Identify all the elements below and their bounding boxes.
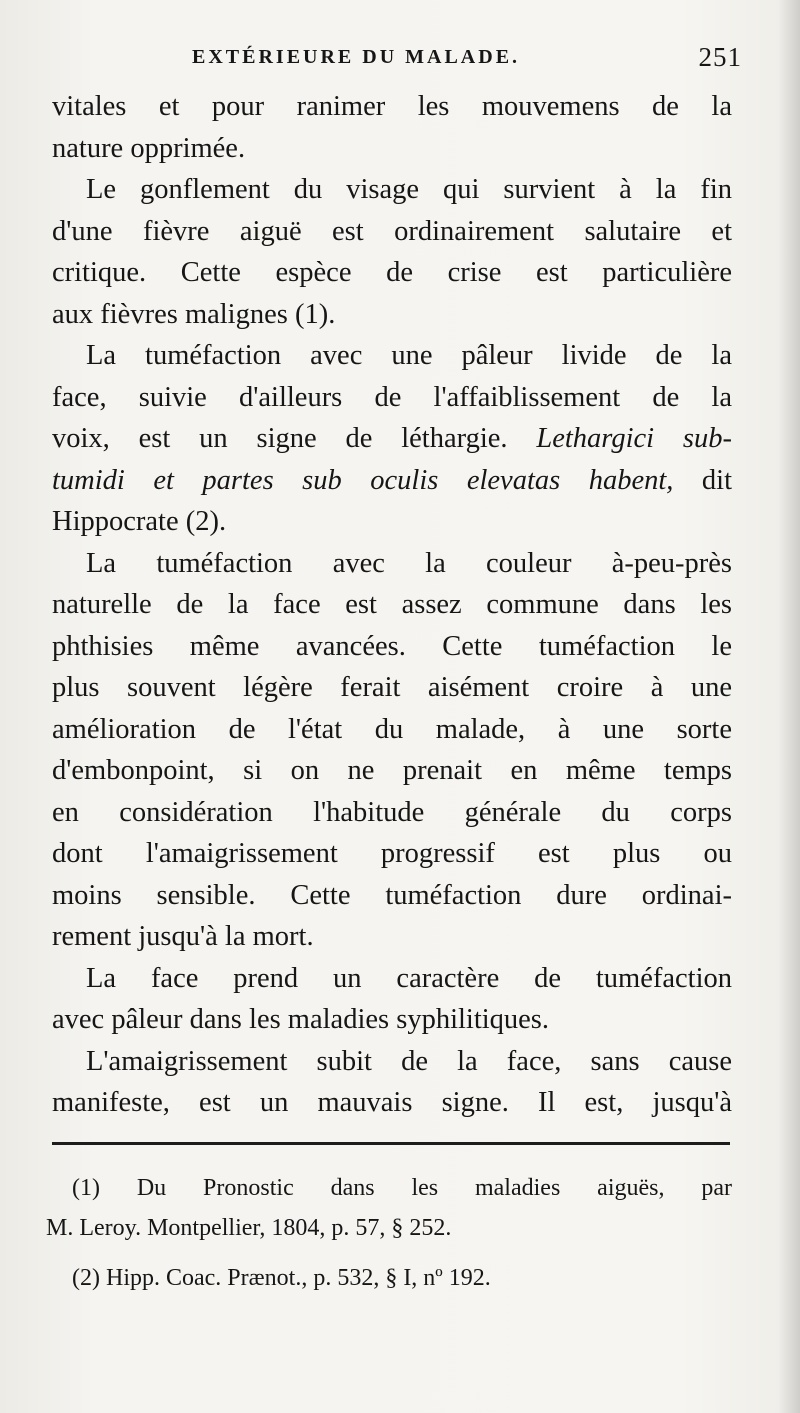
page-header [56, 42, 742, 82]
text-line: naturelle de la face est assez commune dans les [52, 589, 732, 620]
text-line: vitales et pour ranimer les mouvemens de la [52, 91, 732, 122]
text-line: La tuméfaction avec la couleur à-peu-près [86, 547, 732, 579]
text-line: amélioration de l'état du malade, à une sorte [52, 713, 732, 745]
text-line: en considération l'habitude générale du corps [52, 796, 732, 828]
footnote-line: (2) Hipp. Coac. Prænot., p. 532, § I, nº 192. [72, 1265, 491, 1291]
body-text [52, 86, 732, 1124]
footnote-line: (1) Du Pronostic dans les maladies aiguës, par [72, 1175, 732, 1201]
text-line: face, suivie d'ailleurs de l'affaiblissement de la [52, 381, 732, 413]
text-segment: voix, est un signe de léthargie. [52, 423, 508, 454]
text-line: aux fièvres malignes (1). [52, 298, 336, 330]
text-line: Hippocrate (2). [52, 506, 227, 537]
text-line: plus souvent légère ferait aisément croire à une [52, 672, 732, 703]
footnotes [46, 1168, 732, 1298]
text-line: phthisies même avancées. Cette tuméfaction le [52, 630, 732, 662]
page-number: 251 [698, 42, 742, 72]
text-line: dont l'amaigrissement progressif est plus ou [52, 838, 732, 869]
running-head: EXTÉRIEURE DU MALADE. [192, 46, 521, 68]
text-line: Le gonflement du visage qui survient à la fin [86, 174, 732, 205]
text-line: moins sensible. Cette tuméfaction dure ordinai- [52, 879, 732, 911]
text-line: La tuméfaction avec une pâleur livide de la [86, 340, 732, 371]
latin-quote: tumidi et partes sub oculis elevatas habent, [52, 464, 674, 496]
text-line: avec pâleur dans les maladies syphilitiques. [52, 1004, 550, 1035]
footnote-gap [46, 1248, 732, 1258]
text-line: nature opprimée. [52, 132, 246, 164]
text-line: d'une fièvre aiguë est ordinairement salutaire et [52, 215, 732, 247]
footnote-line: M. Leroy. Montpellier, 1804, p. 57, § 252. [46, 1215, 452, 1241]
page-edge-shadow [778, 0, 800, 1413]
footnote-rule [52, 1142, 730, 1145]
text-line: rement jusqu'à la mort. [52, 921, 314, 952]
text-segment: dit [701, 464, 732, 496]
text-line-mixed [52, 460, 732, 502]
text-line: critique. Cette espèce de crise est particulière [52, 257, 732, 288]
text-line-mixed [52, 418, 732, 460]
text-line: d'embonpoint, si on ne prenait en même temps [52, 755, 732, 786]
text-line: La face prend un caractère de tuméfaction [86, 962, 732, 994]
text-line: manifeste, est un mauvais signe. Il est, jusqu'à [52, 1087, 732, 1118]
latin-quote: Lethargici sub- [536, 423, 732, 454]
text-line: L'amaigrissement subit de la face, sans cause [86, 1045, 732, 1077]
